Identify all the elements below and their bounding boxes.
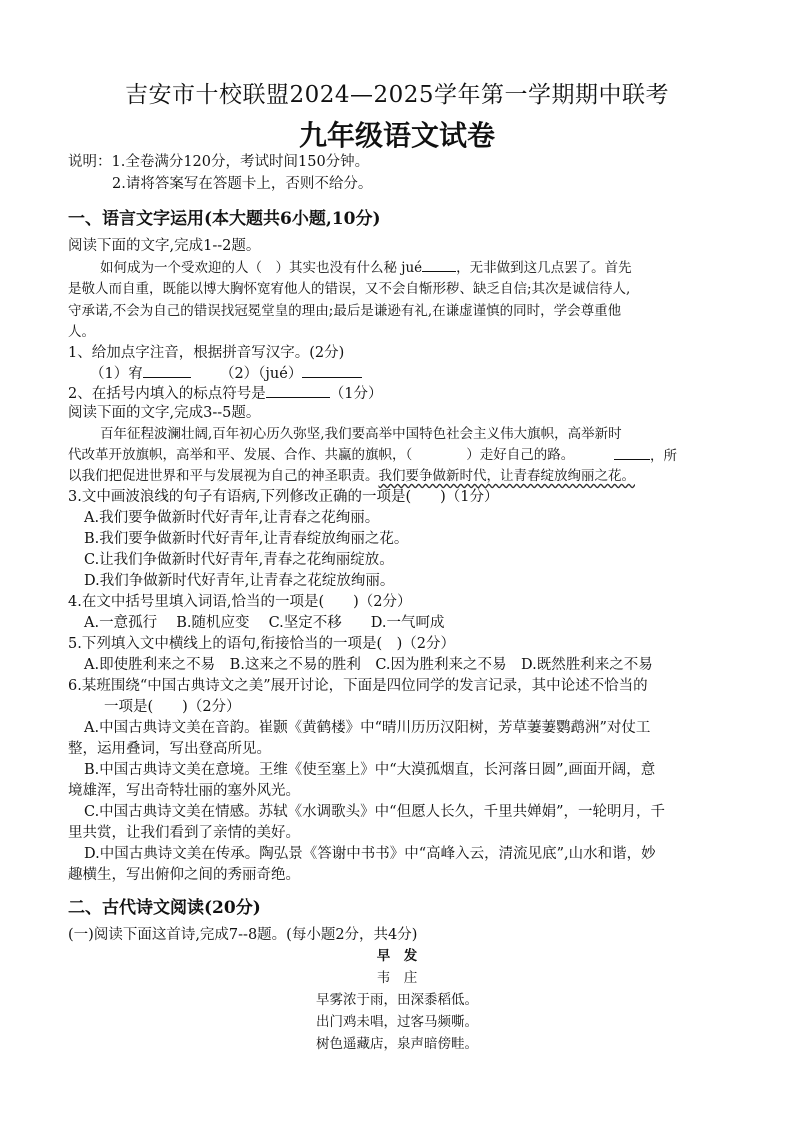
question-1: 1、给加点字注音，根据拼音写汉字。(2分) xyxy=(68,345,345,361)
q1-part-a: （1）宥 xyxy=(90,366,143,382)
passage1-line-4: 人。 xyxy=(68,324,95,340)
note-1: 说明：1.全卷满分120分，考试时间150分钟。 xyxy=(68,154,370,170)
question-4: 4.在文中括号里填入词语,恰当的一项是( )（2分） xyxy=(68,594,412,610)
q5-options: A.即使胜利来之不易 B.这来之不易的胜利 C.因为胜利来之不易 D.既然胜利来之不易 xyxy=(84,657,653,673)
q3-option-d: D.我们争做新时代好青年,让青春之花绽放绚丽。 xyxy=(84,573,395,589)
section1-heading: 一、语言文字运用(本大题共6小题,10分) xyxy=(68,209,381,229)
blank-jue xyxy=(422,257,456,272)
q6-option-b-cont: 境雄浑，写出奇特壮丽的塞外风光。 xyxy=(68,783,300,799)
q6-option-d-cont: 趣横生，写出俯仰之间的秀丽奇绝。 xyxy=(68,867,300,883)
passage2-line-3 xyxy=(68,466,728,486)
question-2 xyxy=(68,383,728,404)
poem-line-1: 早雾浓于雨，田深黍稻低。 xyxy=(316,992,478,1008)
question-6: 6.某班围绕“中国古典诗文之美”展开讨论，下面是四位同学的发言记录，其中论述不恰当的 xyxy=(68,678,648,694)
passage1-text: 如何成为一个受欢迎的人（ ）其实也没有什么秘 jué xyxy=(100,260,423,276)
passage2-line-2b xyxy=(614,445,677,466)
q3-option-a: A.我们要争做新时代好青年,让青春之花绚丽。 xyxy=(84,510,380,526)
intro-2: 阅读下面的文字,完成3--5题。 xyxy=(68,405,261,421)
q3-option-c: C.让我们争做新时代好青年,青春之花绚丽绽放。 xyxy=(84,552,394,568)
passage1-line-3: 守承诺,不会为自己的错误找冠冕堂皇的理由;最后是谦逊有礼,在谦虚谨慎的同时，学会尊重他 xyxy=(68,303,622,319)
section2-heading: 二、古代诗文阅读(20分) xyxy=(68,898,261,918)
q6-option-c: C.中国古典诗文美在情感。苏轼《水调歌头》中“但愿人长久，千里共婵娟”，一轮明月，千 xyxy=(84,804,666,820)
poem-line-2: 出门鸡未唱，过客马频嘶。 xyxy=(316,1014,478,1030)
q1-part-b: （2）（jué） xyxy=(219,366,303,382)
poem-line-3: 树色遥藏店，泉声暗傍畦。 xyxy=(316,1036,478,1052)
note-2: 2.请将答案写在答题卡上，否则不给分。 xyxy=(112,176,373,192)
question-1-parts xyxy=(90,363,750,384)
wavy-sentence: 我们要争做新时代，让青春绽放绚丽之花。 xyxy=(378,468,635,484)
q6-option-a: A.中国古典诗文美在音韵。崔颢《黄鹤楼》中“晴川历历汉阳树，芳草萋萋鹦鹉洲”对仗工 xyxy=(84,720,651,736)
question-6-cont: 一项是( )（2分） xyxy=(104,699,241,715)
passage1-line-2: 是敬人而自重，既能以博大胸怀宽宥他人的错误，又不会自惭形秽、缺乏自信;其次是诚信待人, xyxy=(68,281,631,297)
exam-subtitle: 九年级语文试卷 xyxy=(298,119,495,152)
q6-option-b: B.中国古典诗文美在意境。王维《使至塞上》中“大漠孤烟直，长河落日圆”,画面开阔，意 xyxy=(84,762,656,778)
poem-title: 早 发 xyxy=(376,948,418,964)
passage2-text: ，所 xyxy=(650,448,677,464)
q4-options: A.一意孤行 B.随机应变 C.坚定不移 D.一气呵成 xyxy=(84,615,445,631)
question-5: 5.下列填入文中横线上的语句,衔接恰当的一项是( )（2分） xyxy=(68,636,455,652)
q2-text: 2、在括号内填入的标点符号是 xyxy=(68,386,266,402)
blank-passage2 xyxy=(614,445,650,460)
blank-q2 xyxy=(266,383,330,398)
question-3: 3.文中画波浪线的句子有语病,下列修改正确的一项是( )（1分） xyxy=(68,489,499,505)
passage2-line-2: 代改革开放旗帜，高举和平、发展、合作、共赢的旗帜，（ ）走好自己的路。 xyxy=(68,447,575,463)
passage2-text: 以我们把促进世界和平与发展视为自己的神圣职责。 xyxy=(68,468,379,484)
q6-option-c-cont: 里共赏，让我们看到了亲情的美好。 xyxy=(68,825,300,841)
exam-title: 吉安市十校联盟2024—2025学年第一学期期中联考 xyxy=(124,82,670,108)
blank-q1a xyxy=(143,363,191,378)
poem-author: 韦 庄 xyxy=(376,970,418,986)
passage2-line-1: 百年征程波澜壮阔,百年初心历久弥坚,我们要高举中国特色社会主义伟大旗帜，高举新时 xyxy=(100,426,622,442)
q3-option-b: B.我们要争做新时代好青年,让青春绽放绚丽之花。 xyxy=(84,531,409,547)
section2-intro: (一)阅读下面这首诗,完成7--8题。(每小题2分，共4分) xyxy=(68,927,418,943)
q2-score: （1分） xyxy=(329,386,383,402)
blank-q1b xyxy=(302,363,362,378)
q6-option-a-cont: 整，运用叠词，写出登高所见。 xyxy=(68,741,271,757)
intro-1: 阅读下面的文字,完成1--2题。 xyxy=(68,238,261,254)
passage1-line-1 xyxy=(100,257,760,278)
passage1-text: ，无非做到这几点罢了。首先 xyxy=(456,260,632,276)
q6-option-d: D.中国古典诗文美在传承。陶弘景《答谢中书书》中“高峰入云，清流见底”,山水和谐，妙 xyxy=(84,846,656,862)
